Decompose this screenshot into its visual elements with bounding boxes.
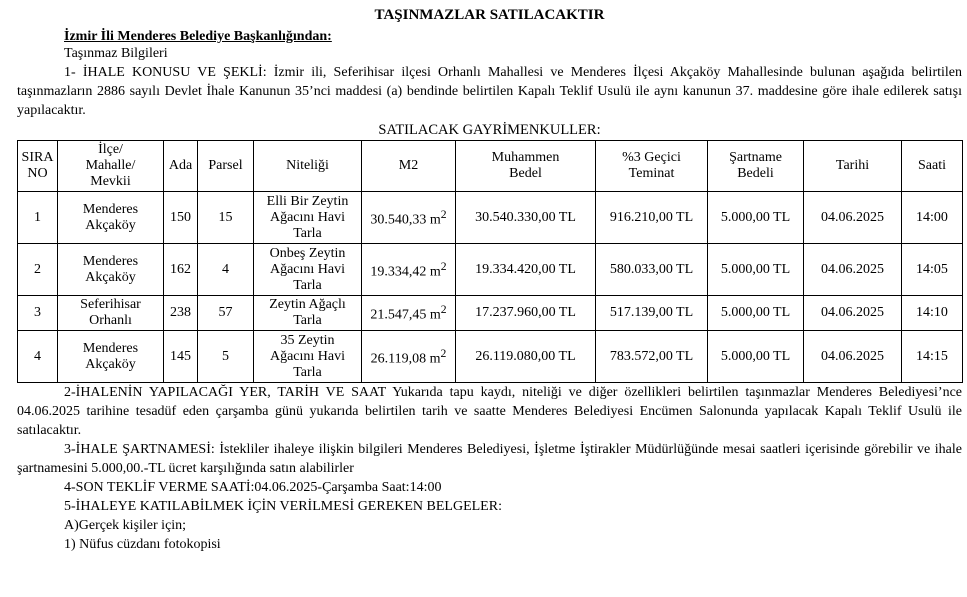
cell-bedel: 17.237.960,00 TL (456, 296, 596, 331)
documents-heading: 5-İHALEYE KATILABİLMEK İÇİN VERİLMESİ GEREKEN BELGELER: (64, 499, 502, 514)
table-row (18, 331, 963, 383)
cell-saat: 14:05 (902, 244, 963, 296)
header-sartname: Şartname Bedeli (708, 141, 804, 192)
table-row (18, 244, 963, 296)
property-table (17, 140, 963, 383)
cell-bedel: 26.119.080,00 TL (456, 331, 596, 383)
cell-saat: 14:00 (902, 192, 963, 244)
cell-m2: 26.119,08 $m^2$ (362, 331, 456, 383)
cell-sartname: 5.000,00 TL (708, 331, 804, 383)
cell-no: 3 (18, 296, 58, 331)
cell-no: 1 (18, 192, 58, 244)
table-row (18, 296, 963, 331)
cell-parsel: 4 (198, 244, 254, 296)
cell-tarih: 04.06.2025 (804, 192, 902, 244)
header-nitelik: Niteliği (254, 141, 362, 192)
authority-heading: İzmir İli Menderes Belediye Başkanlığından: (64, 29, 332, 44)
cell-no: 2 (18, 244, 58, 296)
header-ada: Ada (164, 141, 198, 192)
cell-ada: 150 (164, 192, 198, 244)
cell-tarih: 04.06.2025 (804, 244, 902, 296)
cell-saat: 14:10 (902, 296, 963, 331)
table-title: SATILACAK GAYRİMENKULLER: (378, 122, 601, 138)
cell-saat: 14:15 (902, 331, 963, 383)
cell-m2: 19.334,42 $m^2$ (362, 244, 456, 296)
cell-teminat: 783.572,00 TL (596, 331, 708, 383)
cell-ilce: Menderes Akçaköy (58, 331, 164, 383)
subheading: Taşınmaz Bilgileri (64, 46, 168, 61)
header-saat: Saati (902, 141, 963, 192)
header-parsel: Parsel (198, 141, 254, 192)
deadline-line: 4-SON TEKLİF VERME SAATİ:04.06.2025-Çarşamba Saat:14:00 (64, 480, 442, 495)
table-row (18, 192, 963, 244)
cell-m2: 21.547,45 $m^2$ (362, 296, 456, 331)
paragraph-2: 2-İHALENİN YAPILACAĞI YER, TARİH VE SAAT Yukarıda tapu kaydı, niteliği ve diğer özellikleri belirtilen taşınmazlar Menderes Belediyesi’nce 04.06.2025 tarihine tesadüf eden çarşamba günü yukarıda belirtilen tarih ve saatte Menderes Belediyesi Encümen Salonunda yapılacak Kapalı Teklif Usulü ile satılacaktır. (17, 385, 962, 438)
cell-ada: 238 (164, 296, 198, 331)
cell-nitelik: 35 Zeytin Ağacını Havi Tarla (254, 331, 362, 383)
individuals-line: A)Gerçek kişiler için; (64, 518, 187, 533)
cell-nitelik: Zeytin Ağaçlı Tarla (254, 296, 362, 331)
id-copy-line: 1) Nüfus cüzdanı fotokopisi (64, 537, 221, 552)
header-teminat: %3 Geçici Teminat (596, 141, 708, 192)
cell-tarih: 04.06.2025 (804, 331, 902, 383)
cell-teminat: 916.210,00 TL (596, 192, 708, 244)
header-sira: SIRA NO (18, 141, 58, 192)
paragraph-1: 1- İHALE KONUSU VE ŞEKLİ: İzmir ili, Seferihisar ilçesi Orhanlı Mahallesi ve Menderes İlçesi Akçaköy Mahallesinde bulunan aşağıda belirtilen taşınmazların 2886 sayılı Devlet İhale Kanunun 35’nci maddesi (a) bendinde belirtilen Kapalı Teklif Usulü ile aynı kanunun 37. maddesine göre ihale edilerek satışı yapılacaktır. (17, 65, 962, 118)
cell-parsel: 57 (198, 296, 254, 331)
header-ilce: İlçe/ Mahalle/ Mevkii (58, 141, 164, 192)
cell-no: 4 (18, 331, 58, 383)
document-title: TAŞINMAZLAR SATILACAKTIR (374, 7, 605, 23)
cell-nitelik: Elli Bir Zeytin Ağacını Havi Tarla (254, 192, 362, 244)
cell-ada: 145 (164, 331, 198, 383)
cell-parsel: 15 (198, 192, 254, 244)
cell-ada: 162 (164, 244, 198, 296)
header-bedel: Muhammen Bedel (456, 141, 596, 192)
cell-tarih: 04.06.2025 (804, 296, 902, 331)
cell-teminat: 580.033,00 TL (596, 244, 708, 296)
header-tarih: Tarihi (804, 141, 902, 192)
cell-sartname: 5.000,00 TL (708, 244, 804, 296)
cell-bedel: 30.540.330,00 TL (456, 192, 596, 244)
cell-ilce: Seferihisar Orhanlı (58, 296, 164, 331)
cell-bedel: 19.334.420,00 TL (456, 244, 596, 296)
table-header-row (18, 141, 963, 192)
cell-teminat: 517.139,00 TL (596, 296, 708, 331)
paragraph-3: 3-İHALE ŞARTNAMESİ: İstekliler ihaleye ilişkin bilgileri Menderes Belediyesi, İşletme İştirakler Müdürlüğünde mesai saatleri içerisinde görebilir ve ihale şartnamesini 5.000,00.-TL ücret karşılığında satın alabilirler (17, 442, 962, 476)
cell-parsel: 5 (198, 331, 254, 383)
cell-ilce: Menderes Akçaköy (58, 192, 164, 244)
header-m2: M2 (362, 141, 456, 192)
cell-nitelik: Onbeş Zeytin Ağacını Havi Tarla (254, 244, 362, 296)
cell-m2: 30.540,33 $m^2$ (362, 192, 456, 244)
cell-sartname: 5.000,00 TL (708, 192, 804, 244)
cell-sartname: 5.000,00 TL (708, 296, 804, 331)
cell-ilce: Menderes Akçaköy (58, 244, 164, 296)
